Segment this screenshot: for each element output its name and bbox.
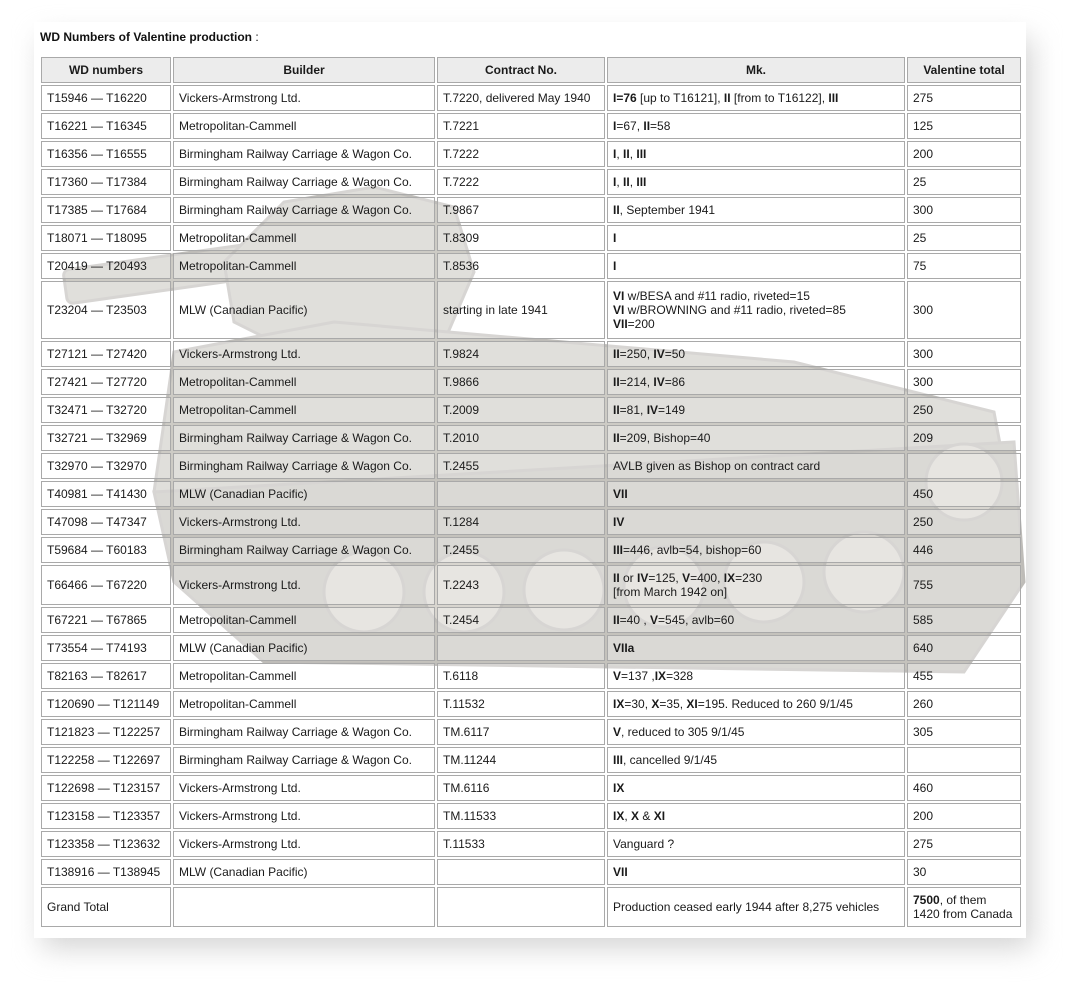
contract-no-cell: T.2243 [437,565,605,605]
builder-cell: Birmingham Railway Carriage & Wagon Co. [173,197,435,223]
mk-cell: II or IV=125, V=400, IX=230 [from March 1942 on] [607,565,905,605]
contract-no-cell: T.9867 [437,197,605,223]
wd-numbers-cell: T32721 — T32969 [41,425,171,451]
table-row [41,113,1021,139]
builder-cell: MLW (Canadian Pacific) [173,859,435,885]
builder-cell: MLW (Canadian Pacific) [173,635,435,661]
header-contract-no: Contract No. [437,57,605,83]
builder-cell: Metropolitan-Cammell [173,253,435,279]
valentine-total-cell: 300 [907,369,1021,395]
wd-numbers-cell: T121823 — T122257 [41,719,171,745]
table-row [41,397,1021,423]
contract-no-cell: starting in late 1941 [437,281,605,339]
mk-cell: I [607,225,905,251]
contract-no-cell [437,481,605,507]
table-row [41,369,1021,395]
grand-total-contract-cell [437,887,605,927]
table-row [41,719,1021,745]
contract-no-cell: T.8536 [437,253,605,279]
table-row [41,635,1021,661]
contract-no-cell: T.2455 [437,537,605,563]
table-row [41,225,1021,251]
valentine-total-cell: 75 [907,253,1021,279]
valentine-total-cell: 275 [907,85,1021,111]
builder-cell: Vickers-Armstrong Ltd. [173,775,435,801]
wd-numbers-cell: T16221 — T16345 [41,113,171,139]
wd-numbers-cell: T122698 — T123157 [41,775,171,801]
contract-no-cell: T.2009 [437,397,605,423]
mk-cell: III, cancelled 9/1/45 [607,747,905,773]
mk-cell: VII [607,859,905,885]
contract-no-cell: T.11532 [437,691,605,717]
mk-cell: IX, X & XI [607,803,905,829]
mk-cell: I, II, III [607,169,905,195]
table-row [41,775,1021,801]
table-title [40,30,259,44]
grand-total-mk: Production ceased early 1944 after 8,275 vehicles [607,887,905,927]
wd-numbers-cell: T40981 — T41430 [41,481,171,507]
table-row [41,281,1021,339]
mk-cell: II=81, IV=149 [607,397,905,423]
builder-cell: Birmingham Railway Carriage & Wagon Co. [173,719,435,745]
valentine-total-cell: 250 [907,397,1021,423]
builder-cell: Metropolitan-Cammell [173,369,435,395]
page-sheet [34,22,1026,938]
valentine-total-cell: 260 [907,691,1021,717]
valentine-total-cell: 250 [907,509,1021,535]
contract-no-cell: T.7222 [437,169,605,195]
mk-cell: II, September 1941 [607,197,905,223]
valentine-total-cell: 25 [907,169,1021,195]
builder-cell: Birmingham Railway Carriage & Wagon Co. [173,169,435,195]
builder-cell: Birmingham Railway Carriage & Wagon Co. [173,537,435,563]
contract-no-cell [437,859,605,885]
contract-no-cell: T.11533 [437,831,605,857]
wd-numbers-cell: T27121 — T27420 [41,341,171,367]
mk-cell: V, reduced to 305 9/1/45 [607,719,905,745]
contract-no-cell: T.7222 [437,141,605,167]
builder-cell: Metropolitan-Cammell [173,607,435,633]
valentine-total-cell: 25 [907,225,1021,251]
table-row [41,253,1021,279]
valentine-total-cell: 455 [907,663,1021,689]
wd-numbers-cell: T18071 — T18095 [41,225,171,251]
table-row [41,425,1021,451]
table-row [41,747,1021,773]
wd-numbers-cell: T23204 — T23503 [41,281,171,339]
builder-cell: Vickers-Armstrong Ltd. [173,85,435,111]
builder-cell: Vickers-Armstrong Ltd. [173,509,435,535]
builder-cell: Vickers-Armstrong Ltd. [173,341,435,367]
builder-cell: Metropolitan-Cammell [173,691,435,717]
valentine-total-cell: 450 [907,481,1021,507]
valentine-total-cell: 300 [907,281,1021,339]
mk-cell: I=67, II=58 [607,113,905,139]
grand-total-builder-cell [173,887,435,927]
table-row [41,509,1021,535]
table-row [41,663,1021,689]
wd-numbers-cell: T32970 — T32970 [41,453,171,479]
mk-cell: II=250, IV=50 [607,341,905,367]
wd-numbers-cell: T138916 — T138945 [41,859,171,885]
wd-numbers-cell: T16356 — T16555 [41,141,171,167]
wd-numbers-cell: T120690 — T121149 [41,691,171,717]
table-row [41,481,1021,507]
builder-cell: Metropolitan-Cammell [173,113,435,139]
valentine-total-cell: 30 [907,859,1021,885]
contract-no-cell: TM.11244 [437,747,605,773]
valentine-total-cell: 585 [907,607,1021,633]
builder-cell: Birmingham Railway Carriage & Wagon Co. [173,453,435,479]
builder-cell: Metropolitan-Cammell [173,225,435,251]
wd-numbers-cell: T47098 — T47347 [41,509,171,535]
wd-numbers-cell: T123158 — T123357 [41,803,171,829]
mk-cell: I [607,253,905,279]
valentine-total-cell: 755 [907,565,1021,605]
mk-cell: AVLB given as Bishop on contract card [607,453,905,479]
wd-numbers-cell: T82163 — T82617 [41,663,171,689]
valentine-total-cell: 300 [907,197,1021,223]
header-builder: Builder [173,57,435,83]
builder-cell: Birmingham Railway Carriage & Wagon Co. [173,425,435,451]
table-row [41,691,1021,717]
valentine-total-cell: 209 [907,425,1021,451]
valentine-total-cell: 446 [907,537,1021,563]
mk-cell: Vanguard ? [607,831,905,857]
wd-numbers-cell: T17360 — T17384 [41,169,171,195]
contract-no-cell: T.2010 [437,425,605,451]
contract-no-cell: T.8309 [437,225,605,251]
table-row [41,537,1021,563]
mk-cell: III=446, avlb=54, bishop=60 [607,537,905,563]
grand-total-label: Grand Total [41,887,171,927]
wd-numbers-cell: T122258 — T122697 [41,747,171,773]
table-row [41,85,1021,111]
mk-cell: V=137 ,IX=328 [607,663,905,689]
mk-cell: I, II, III [607,141,905,167]
mk-cell: IX=30, X=35, XI=195. Reduced to 260 9/1/45 [607,691,905,717]
builder-cell: Metropolitan-Cammell [173,663,435,689]
valentine-total-cell: 305 [907,719,1021,745]
grand-total-value [907,887,1021,927]
contract-no-cell: T.2455 [437,453,605,479]
table-body [41,85,1021,927]
wd-numbers-cell: T123358 — T123632 [41,831,171,857]
wd-numbers-cell: T17385 — T17684 [41,197,171,223]
contract-no-cell [437,635,605,661]
builder-cell: Metropolitan-Cammell [173,397,435,423]
builder-cell: Vickers-Armstrong Ltd. [173,803,435,829]
contract-no-cell: TM.11533 [437,803,605,829]
contract-no-cell: T.2454 [437,607,605,633]
mk-cell: VIIa [607,635,905,661]
table-row [41,859,1021,885]
table-row [41,831,1021,857]
valentine-total-cell: 640 [907,635,1021,661]
contract-no-cell: TM.6116 [437,775,605,801]
contract-no-cell: T.7221 [437,113,605,139]
table-title-colon: : [255,30,259,44]
valentine-total-cell: 275 [907,831,1021,857]
valentine-total-cell: 125 [907,113,1021,139]
mk-cell: VI w/BESA and #11 radio, riveted=15 VI w/BROWNING and #11 radio, riveted=85 VII=200 [607,281,905,339]
contract-no-cell: T.9866 [437,369,605,395]
wd-numbers-cell: T27421 — T27720 [41,369,171,395]
mk-cell: I=76 [up to T16121], II [from to T16122], III [607,85,905,111]
mk-cell: II=214, IV=86 [607,369,905,395]
table-title-text: WD Numbers of Valentine production [40,30,253,44]
valentine-total-cell: 200 [907,803,1021,829]
wd-numbers-cell: T73554 — T74193 [41,635,171,661]
wd-numbers-cell: T66466 — T67220 [41,565,171,605]
header-mk: Mk. [607,57,905,83]
valentine-total-cell: 200 [907,141,1021,167]
builder-cell: Birmingham Railway Carriage & Wagon Co. [173,747,435,773]
table-row [41,197,1021,223]
contract-no-cell: T.1284 [437,509,605,535]
grand-total-number: 7500 [913,893,940,907]
builder-cell: MLW (Canadian Pacific) [173,481,435,507]
mk-cell: II=209, Bishop=40 [607,425,905,451]
contract-no-cell: T.9824 [437,341,605,367]
table-row [41,169,1021,195]
mk-cell: II=40 , V=545, avlb=60 [607,607,905,633]
builder-cell: Vickers-Armstrong Ltd. [173,565,435,605]
table-row [41,141,1021,167]
valentine-total-cell [907,453,1021,479]
mk-cell: VII [607,481,905,507]
wd-numbers-cell: T59684 — T60183 [41,537,171,563]
mk-cell: IX [607,775,905,801]
header-valentine-total: Valentine total [907,57,1021,83]
table-row [41,803,1021,829]
grand-total-row [41,887,1021,927]
valentine-total-cell: 460 [907,775,1021,801]
contract-no-cell: T.7220, delivered May 1940 [437,85,605,111]
header-wd-numbers: WD numbers [41,57,171,83]
table-row [41,607,1021,633]
mk-cell: IV [607,509,905,535]
builder-cell: MLW (Canadian Pacific) [173,281,435,339]
table-header-row [41,57,1021,83]
valentine-total-cell: 300 [907,341,1021,367]
builder-cell: Birmingham Railway Carriage & Wagon Co. [173,141,435,167]
table-row [41,565,1021,605]
wd-numbers-cell: T67221 — T67865 [41,607,171,633]
wd-numbers-table [39,55,1023,929]
wd-numbers-cell: T20419 — T20493 [41,253,171,279]
table-row [41,453,1021,479]
table-row [41,341,1021,367]
builder-cell: Vickers-Armstrong Ltd. [173,831,435,857]
contract-no-cell: T.6118 [437,663,605,689]
contract-no-cell: TM.6117 [437,719,605,745]
wd-numbers-cell: T15946 — T16220 [41,85,171,111]
valentine-total-cell [907,747,1021,773]
grand-total-note: , of them 1420 from Canada [913,893,1013,921]
wd-numbers-cell: T32471 — T32720 [41,397,171,423]
